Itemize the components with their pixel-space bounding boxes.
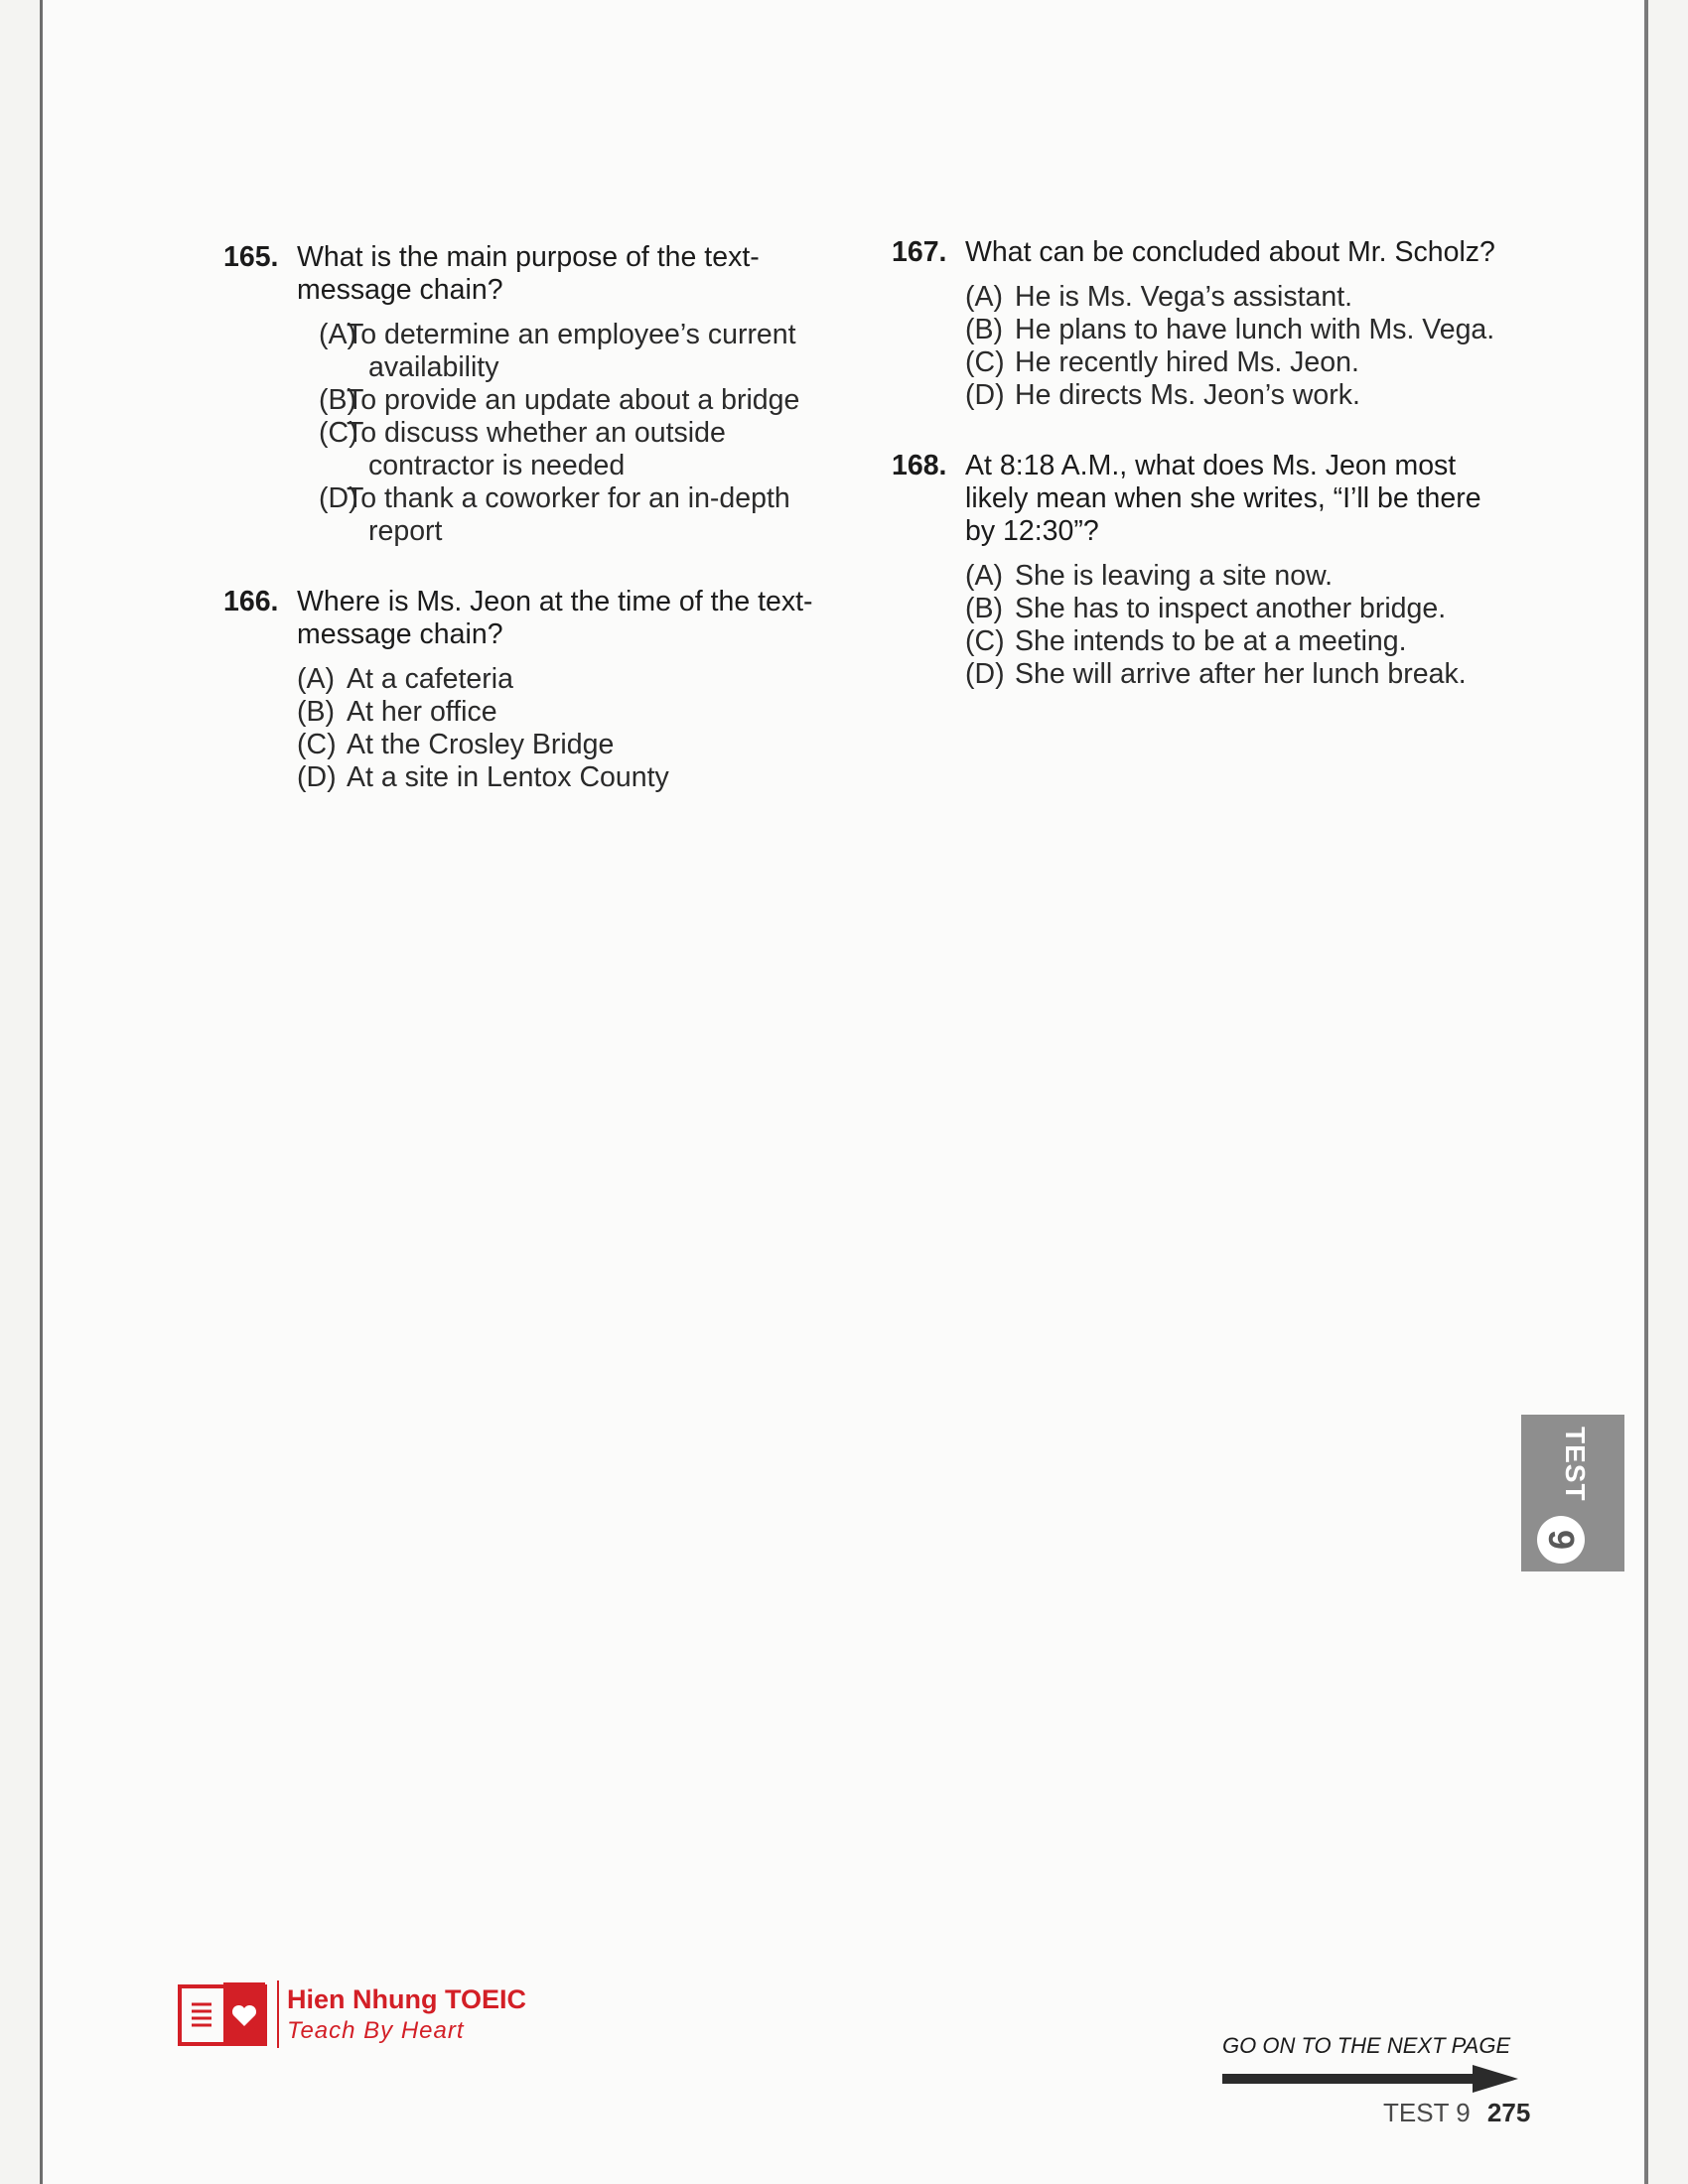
answer-options xyxy=(965,281,1517,412)
question-text: What is the main purpose of the text-message chain? xyxy=(297,241,760,306)
question-166 xyxy=(223,586,819,794)
side-tab-label: TEST xyxy=(1560,1427,1591,1502)
left-column xyxy=(223,241,819,794)
option-text: He directs Ms. Jeon’s work. xyxy=(1015,379,1360,411)
right-arrow-icon xyxy=(1222,2065,1520,2093)
option-letter: (B) xyxy=(965,593,1003,624)
option-text: She is leaving a site now. xyxy=(1015,560,1334,592)
option-d[interactable] xyxy=(297,482,819,548)
logo-title: Hien Nhung TOEIC xyxy=(287,1984,526,2014)
option-text: At her office xyxy=(347,696,497,728)
option-letter: (A) xyxy=(319,319,356,350)
page-footer xyxy=(1383,2098,1530,2128)
footer-test-label: TEST 9 xyxy=(1383,2098,1471,2127)
option-letter: (B) xyxy=(297,696,335,728)
option-letter: (D) xyxy=(965,379,1005,411)
option-letter: (D) xyxy=(965,658,1005,690)
option-letter: (B) xyxy=(319,384,356,416)
option-d[interactable] xyxy=(965,379,1517,412)
next-page-label: GO ON TO THE NEXT PAGE xyxy=(1222,2033,1511,2058)
option-text: He plans to have lunch with Ms. Vega. xyxy=(1015,314,1495,345)
option-text: He is Ms. Vega’s assistant. xyxy=(1015,281,1353,313)
next-page-indicator xyxy=(1222,2033,1520,2093)
option-a[interactable] xyxy=(965,281,1517,314)
option-letter: (D) xyxy=(319,482,358,514)
option-text: To thank a coworker for an in-depth report xyxy=(347,482,790,547)
option-b[interactable] xyxy=(965,314,1517,346)
option-d[interactable] xyxy=(297,761,819,794)
option-a[interactable] xyxy=(297,319,819,384)
option-letter: (D) xyxy=(297,761,337,793)
option-d[interactable] xyxy=(965,658,1517,691)
question-number: 166. xyxy=(223,586,279,617)
option-text: At a cafeteria xyxy=(347,663,513,695)
logo-subtitle: Teach By Heart xyxy=(287,2017,465,2044)
book-icon xyxy=(178,1980,269,2050)
answer-options xyxy=(965,560,1517,691)
option-letter: (C) xyxy=(297,729,337,760)
option-text: At the Crosley Bridge xyxy=(347,729,615,760)
option-c[interactable] xyxy=(965,346,1517,379)
option-text: He recently hired Ms. Jeon. xyxy=(1015,346,1359,378)
option-c[interactable] xyxy=(297,417,819,482)
option-a[interactable] xyxy=(965,560,1517,593)
option-letter: (A) xyxy=(297,663,335,695)
question-number: 165. xyxy=(223,241,279,273)
option-letter: (C) xyxy=(965,625,1005,657)
question-text: What can be concluded about Mr. Scholz? xyxy=(965,236,1495,268)
side-tab-number: 9 xyxy=(1537,1516,1585,1564)
option-letter: (A) xyxy=(965,281,1003,313)
option-text: She will arrive after her lunch break. xyxy=(1015,658,1467,690)
question-number: 167. xyxy=(892,236,947,268)
option-letter: (C) xyxy=(965,346,1005,378)
option-c[interactable] xyxy=(297,729,819,761)
option-text: She has to inspect another bridge. xyxy=(1015,593,1447,624)
option-letter: (B) xyxy=(965,314,1003,345)
logo-divider xyxy=(277,1980,279,2048)
option-letter: (C) xyxy=(319,417,358,449)
option-b[interactable] xyxy=(297,696,819,729)
answer-options xyxy=(297,319,819,548)
right-column xyxy=(892,236,1517,691)
test-section-tab xyxy=(1521,1415,1624,1571)
option-c[interactable] xyxy=(965,625,1517,658)
question-text: Where is Ms. Jeon at the time of the text-message chain? xyxy=(297,586,813,650)
question-165 xyxy=(223,241,819,548)
option-text: To discuss whether an outside contractor is needed xyxy=(347,417,726,481)
question-168 xyxy=(892,450,1517,691)
brand-logo xyxy=(178,1980,575,2050)
question-167 xyxy=(892,236,1517,412)
option-b[interactable] xyxy=(297,384,819,417)
question-number: 168. xyxy=(892,450,947,481)
option-letter: (A) xyxy=(965,560,1003,592)
answer-options xyxy=(297,663,819,794)
question-text: At 8:18 A.M., what does Ms. Jeon most likely mean when she writes, “I’ll be there by 12:30”? xyxy=(965,450,1481,547)
test-page xyxy=(40,0,1648,2184)
option-text: At a site in Lentox County xyxy=(347,761,669,793)
page-number: 275 xyxy=(1486,2098,1531,2127)
option-text: She intends to be at a meeting. xyxy=(1015,625,1407,657)
option-a[interactable] xyxy=(297,663,819,696)
option-text: To provide an update about a bridge xyxy=(347,384,800,416)
option-text: To determine an employee’s current availability xyxy=(347,319,796,383)
option-b[interactable] xyxy=(965,593,1517,625)
